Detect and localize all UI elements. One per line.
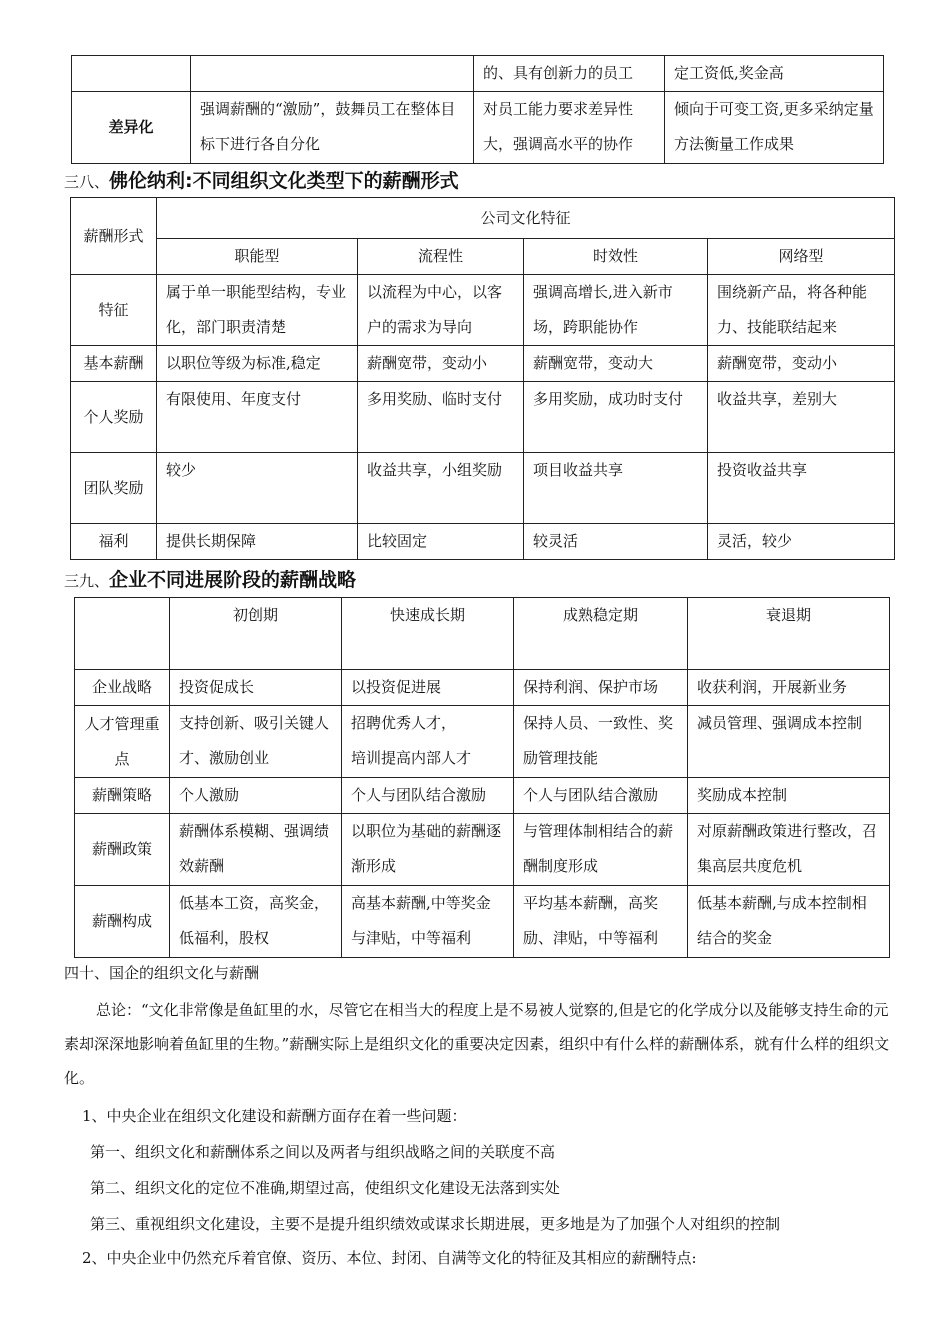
issue-3: 第三、重视组织文化建设，主要不是提升组织绩效或谋求长期进展，更多地是为了加强个人对组织的控制 [90,1215,781,1233]
issue-1: 第一、组织文化和薪酬体系之间以及两者与组织战略之间的关联度不高 [90,1143,556,1161]
table-row [71,346,895,382]
table-header-row [75,598,890,670]
row-label: 薪酬构成 [75,886,170,958]
column-header: 时效性 [524,239,708,275]
row-label: 薪酬政策 [75,814,170,886]
table-row [71,453,895,524]
section-number: 三九、 [64,572,110,590]
table-cell: 对员工能力要求差异性大，强调高水平的协作 [474,92,665,164]
table-cell: 低基本薪酬,与成本控制相结合的奖金 [688,886,890,958]
issue-2: 第二、组织文化的定位不准确,期望过高，使组织文化建设无法落到实处 [90,1179,560,1197]
table-cell: 招聘优秀人才， 培训提高内部人才 [342,706,514,778]
table-cell: 以职位为基础的薪酬逐渐形成 [342,814,514,886]
table-cell [191,56,474,92]
table-cell: 的、具有创新力的员工 [474,56,665,92]
table-cell: 收益共享，小组奖励 [358,453,524,524]
table-header-row [71,198,895,239]
table-cell: 多用奖励，成功时支付 [524,382,708,453]
table-cell: 低基本工资，高奖金，低福利，股权 [170,886,342,958]
section-title: 佛伦纳利:不同组织文化类型下的薪酬形式 [109,170,459,192]
table-cell: 收获利润，开展新业务 [688,670,890,706]
table-row [75,886,890,958]
table-row [75,814,890,886]
table-cell: 薪酬宽带，变动大 [524,346,708,382]
row-label: 特征 [71,275,157,346]
table-cell: 灵活，较少 [708,524,895,560]
table-header-row [71,239,895,275]
table-cell: 强调高增长,进入新市场，跨职能协作 [524,275,708,346]
section-heading-40: 四十、国企的组织文化与薪酬 [64,964,260,982]
table-row [71,524,895,560]
column-header: 成熟稳定期 [514,598,688,670]
table-cell: 减员管理、强调成本控制 [688,706,890,778]
table-row [75,670,890,706]
column-header: 职能型 [157,239,358,275]
table-cell: 保持人员、一致性、奖励管理技能 [514,706,688,778]
row-label: 福利 [71,524,157,560]
column-header: 衰退期 [688,598,890,670]
group-header: 公司文化特征 [157,198,895,239]
table-cell: 倾向于可变工资,更多采纳定量方法衡量工作成果 [665,92,884,164]
column-header: 网络型 [708,239,895,275]
corner-header: 薪酬形式 [71,198,157,275]
row-label: 企业战略 [75,670,170,706]
table-cell: 属于单一职能型结构，专业化，部门职责清楚 [157,275,358,346]
table-cell: 薪酬宽带，变动小 [358,346,524,382]
table-cell: 个人与团队结合激励 [514,778,688,814]
table-cell: 定工资低,奖金高 [665,56,884,92]
table-cell [72,56,191,92]
column-header: 流程性 [358,239,524,275]
section-heading-38 [64,169,459,194]
table-row [75,706,890,778]
column-header: 快速成长期 [342,598,514,670]
table-row [71,382,895,453]
table-continued [71,55,884,164]
table-cell: 个人与团队结合激励 [342,778,514,814]
summary-paragraph: 总论：“文化非常像是鱼缸里的水，尽管它在相当大的程度上是不易被人觉察的,但是它的化学成分以及能够支持生命的元素却深深地影响着鱼缸里的生物。”薪酬实际上是组织文化的重要决定因素，组织中有什么样的薪酬体系，就有什么样的组织文化。 [64,1001,890,1087]
row-label: 薪酬策略 [75,778,170,814]
table-cell: 奖励成本控制 [688,778,890,814]
column-header: 初创期 [170,598,342,670]
row-label: 差异化 [72,92,191,164]
table-cell: 薪酬体系模糊、强调绩效薪酬 [170,814,342,886]
table-cell: 高基本薪酬,中等奖金与津贴，中等福利 [342,886,514,958]
table-cell: 比较固定 [358,524,524,560]
table-cell: 较少 [157,453,358,524]
table-cell: 投资收益共享 [708,453,895,524]
row-label: 基本薪酬 [71,346,157,382]
table-cell: 个人激励 [170,778,342,814]
table-row [71,275,895,346]
table-cell: 围绕新产品，将各种能力、技能联结起来 [708,275,895,346]
culture-pay-table [70,197,895,560]
table-cell: 强调薪酬的“激励”，鼓舞员工在整体目标下进行各自分化 [191,92,474,164]
section-title: 企业不同进展阶段的薪酬战略 [109,569,357,591]
table-cell: 较灵活 [524,524,708,560]
point-1: 1、中央企业在组织文化建设和薪酬方面存在着一些问题： [82,1107,467,1125]
table-row [72,56,884,92]
stage-strategy-table [74,597,890,958]
table-row [72,92,884,164]
row-label: 团队奖励 [71,453,157,524]
table-cell: 以投资促进展 [342,670,514,706]
point-2: 2、中央企业中仍然充斥着官僚、资历、本位、封闭、自满等文化的特征及其相应的薪酬特点: [82,1249,697,1267]
table-cell: 保持利润、保护市场 [514,670,688,706]
table-cell: 项目收益共享 [524,453,708,524]
section-number: 三八、 [64,173,110,191]
table-cell: 对原薪酬政策进行整改，召集高层共度危机 [688,814,890,886]
table-cell: 以职位等级为标准,稳定 [157,346,358,382]
table-cell: 收益共享，差别大 [708,382,895,453]
corner-header [75,598,170,670]
table-cell: 提供长期保障 [157,524,358,560]
row-label: 个人奖励 [71,382,157,453]
table-cell: 多用奖励、临时支付 [358,382,524,453]
table-cell: 平均基本薪酬，高奖励、津贴，中等福利 [514,886,688,958]
table-cell: 有限使用、年度支付 [157,382,358,453]
section-heading-39 [64,568,356,593]
row-label: 人才管理重点 [75,706,170,778]
table-cell: 薪酬宽带，变动小 [708,346,895,382]
table-cell: 与管理体制相结合的薪酬制度形成 [514,814,688,886]
table-cell: 支持创新、吸引关键人才、激励创业 [170,706,342,778]
table-cell: 以流程为中心，以客户的需求为导向 [358,275,524,346]
table-cell: 投资促成长 [170,670,342,706]
table-row [75,778,890,814]
